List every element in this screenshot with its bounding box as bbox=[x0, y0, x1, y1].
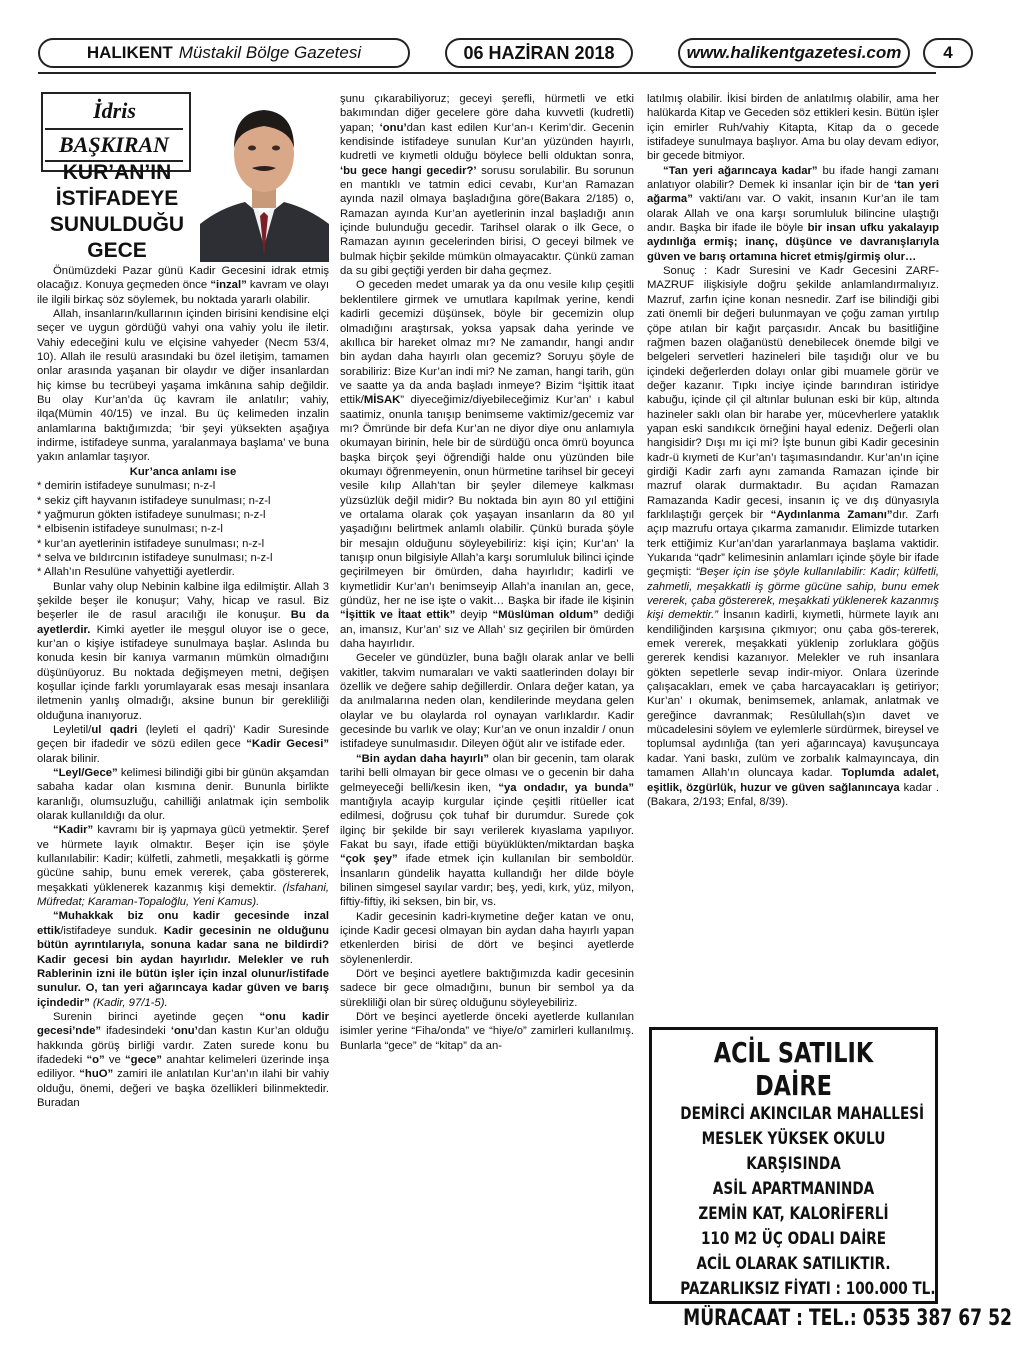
article-column-3 bbox=[647, 92, 939, 809]
ad-line: KARŞISINDA bbox=[746, 1154, 841, 1174]
newspaper-title: HALIKENT bbox=[86, 43, 173, 62]
column-2-text: şunu çıkarabiliyoruz; geceyi şerefli, hürmetli ve etki bakımından diğer gecelere göre daha kuvvetli (kudretli) yapan; ‘onu’dan kast edilen Kur’an-ı Kerim’dir. Gecenin kendisinde istifadeye sunulan Kur’an yüzünden hayırlı, kudretli ve kıymetli olduğu böylece belli olduktan sonra, ‘bu gece hangi gecedir?’ sorusu sorulabilir. Bu sorunun en mantıklı ve tatmin edici cevabı, Kur’an Ramazan ayında nazil olmaya başladığına göre(Bakara 2/185) o, Ramazan ayında Kur’an ayetlerinin inzal başladığı anın içinde bulunduğu gecedir. Tarihsel olarak o ilk Gece, o Ramazan ayının gecelerinden birisi, O geceyi bilmek ve bulmak hiçbir şekilde mümkün olmayacaktır. Çünkü zaman da su gibi geçtiği yerden bir daha geçmez. O geceden medet umarak ya da onu vesile kılıp çeşitli beklentilere girmek ve umutlara kapılmak yerine, kendi kadirli gecemizi düşünsek, böyle bir gecemizin olup olmadığını araştırsak, yoksa yapsak daha yerinde ve akıllıca bir hareket olmaz mı? Ne zamandır, hangi andır bin aydan daha hayırlı olan gecemiz? Soruyu şöyle de sorabiliriz: Bize Kur’an indi mi? Ne zaman, hangi tarih, gün ve saatte ya da anda başladı inmeye? Bizim “İşittik itaat ettik/MİSAK” diyeceğimiz/diyebileceğimiz Kur’an’ ı kabul saatimiz, onunla tanışıp benimseme vaktimiz/gecemiz var mı? Ömründe bir defa Kur’an ne diyor diye onu anlamıyla okumayan birinin, hele bir de sürdüğü onca ömrü boyunca başka birçok şeyi öğrendiği halde onu yüzünden bile okumayı öğrenmeyenin, onun hürmetine tarihsel bir geceyi vesile kılıp Allah’tan bir şeyler dilemeye kalkması yüzsüzlük değil midir? Bu noktada bin ayın 80 yıl ettiğini ve ortalama olarak çok yaşayan insanların da 80 yıl yaşadığını belirtmek anlamlı olabilir. Çünkü burada şöyle bir mesajın olduğunu söyleyebiliriz: kişi için; Kur’an’ la tanışıp onun bilgisiyle Allah’a karşı sorumluluk bilinci içinde geçirilmeyen bir ömürden, daha hayırlıdır; kadirli ve kıymetlidir Kur’an’ı benimseyip Allah’a inanılan an, gece, gündüz, her ne ise işte o vakit… Başka bir ifade ile kişinin “İşittik ve İtaat ettik” deyip “Müslüman oldum” dediği an, imansız, Kur’an’ sız ve Allah’ sız geçirilen bir ömürden daha hayırlıdır. Geceler ve gündüzler, buna bağlı olarak anlar ve belli vakitler, takvim numaraları ve vakti saatlerinden dolayı bir özellik ve değere sahip değillerdir. Onlara değer katan, ya da anılmalarına neden olan, kendilerinde meydana gelen olaylar ve bu olaylarda rol oynayan varlıklardır. Kadir gecesinde bu varlık ve olay; Kur’an ve onun inzaldir / onun istifadeye sunulmasıdır. Dileyen öğüt alır ve istifade eder. “Bin aydan daha hayırlı” olan bir gecenin, tam olarak tarihi belli olmayan bir gece olması ve o gecenin bir daha gelmeyeceği belli/kesin iken, “ya ondadır, ya bunda” mantığıyla acayip kurgular içinde çeşitli ritüeller icat edilmesi, doğrusu çok tuhaf bir durumdur. Surede çok ilginç bir şekilde bir sayı verilerek kıyaslama yapılıyor. Fakat bu sayı, ifade ettiği büyüklükten/miktardan başka “çok şey” ifade etmek için kullanılan bir semboldür. İnsanların gündelik hayatta kullandığı her dilde böyle bilinen simgesel sayılar vardır; beş, yedi, kırk, yüz, milyon, fiftiy-fiftiy, iki seksen, bin bir, vs. Kadir gecesinin kadri-kıymetine değer katan ve onu, içinde Kadir gecesi olmayan bin aydan daha hayırlı yapan etkenlerden birisi de dört ve beşinci ayetlerde söylenenlerdir. Dört ve beşinci ayetlere baktığımızda kadir gecesinin sadece bir gece olmadığını, bunun bir sembol ya da sürekliliği olan bir süreç olduğunu söyleyebiliriz. Dört ve beşinci ayetlerde önceki ayetlerde kullanılan isimler yerine “Fiha/onda” ve “hiye/o” zamirleri kullanılmış. Bunlarla “gece” de “kitap” da an- bbox=[340, 93, 635, 1052]
ad-line: 110 M2 ÜÇ ODALI DAİRE bbox=[700, 1229, 887, 1249]
ad-line: DEMİRCİ AKINCILAR MAHALLESİ bbox=[680, 1104, 925, 1124]
newspaper-subtitle: Müstakil Bölge Gazetesi bbox=[178, 43, 362, 62]
article-column-1 bbox=[37, 264, 329, 1110]
ad-line: MESLEK YÜKSEK OKULU bbox=[701, 1129, 886, 1149]
website-link[interactable]: www.halikentgazetesi.com bbox=[678, 38, 910, 68]
issue-date: 06 HAZİRAN 2018 bbox=[445, 38, 633, 68]
page-number: 4 bbox=[923, 38, 973, 68]
column-1-text: Önümüzdeki Pazar günü Kadir Gecesini idrak etmiş olacağız. Konuya geçmeden önce “inzal” kavram ve olayı ile ilgili birkaç söz söylemek, bu noktada yararlı olabilir. Allah, insanların/kullarının içinden birisini kendisine elçi seçer ve uygun gördüğü vahyi ona vahiy yolu ile iletir. Vahiy edeceğini kulu ve elçisine vahyeder (Necm 53/4, 10). Allah ile resulü arasındaki bu özel iletişim, tamamen onlar arasında yaşanan bir olaydır ve diğer insanlardan hiç kimse bu tecrübeyi yaşama imkânına sahip değildir. Bu olay Kur’an’da üç kavram ile anlatılır; vahiy, ilqa(Mümin 40/15) ve inzal. Bu üç kelimeden inzalin anlamlarına baktığımızda; ‘bir şeyi yüksekten aşağıya indirme, istifadeye sunma, yaralanmaya başlama’ ve buna yakın anlamlar taşıyor. Kur’anca anlamı ise * demirin istifadeye sunulması; n-z-l * sekiz çift hayvanın istifadeye sunulması; n-z-l * yağmurun gökten istifadeye sunulması; n-z-l * elbisenin istifadeye sunulması; n-z-l * kur’an ayetlerinin istifadeye sunulması; n-z-l * selva ve bıldırcının istifadeye sunulması; n-z-l * Allah’ın Resulüne vahyettiği ayetlerdir. Bunlar vahy olup Nebinin kalbine ilga edilmiştir. Allah 3 şekilde beşer ile konuşur; Vahy, hicap ve rasul. Biz beşerler ile de rasul aracılığı ile konuşur. Bu da ayetlerdir. Kimki ayetler ile meşgul oluyor ise o gece, kur’an o kişiye istifadeye sunulmaya başlar. Aslında bu konuda kesin bir kanıya varmanın mümkün olmadığını düşünüyoruz. Bu noktada değişmeyen metni, değişen koşullar içinde farklı yorumlayarak esas mesajı insanlara iletmenin yanlış olmadığı, aksine bunun bir gerekliliği olduğuna inanıyoruz. Leyletil/ul qadri (leyleti el qadri)’ Kadir Suresinde geçen bir ifadedir ve sözü edilen gece “Kadir Gecesi” olarak bilinir. “Leyl/Gece” kelimesi bilindiği gibi bir günün akşamdan sabaha kadar olan kısmına denir. Bununla birlikte karanlığı, olumsuzluğu, cahilliği anlatmak için sembolik olarak kullanıldığı da olur. “Kadir” kavramı bir iş yapmaya gücü yetmektir. Şeref ve hürmete layık olmaktır. Beşer için ise şöyle kullanılabilir: Kadir; külfetli, zahmetli, meşakkatli iş görme gücüne sahip, bunu emek vererek, çaba göstererek, meşakkati yüklenerek kazanmış kişi demektir. (İsfahani, Müfredat; Karaman-Topaloğlu, Yeni Kamus). “Muhakkak biz onu kadir gecesinde inzal ettik/istifadeye sunduk. Kadir gecesinin ne olduğunu bütün ayrıntılarıyla, sonuna kadar sana ne bildirdi? Kadir gecesi bin aydan hayırlıdır. Melekler ve ruh Rablerinin izni ile bütün işler için inzal olunur/istifade sunulur. O, tan yeri ağarıncaya kadar güven ve barış içindedir” (Kadir, 97/1-5). Surenin birinci ayetinde geçen “onu kadir gecesi’nde” ifadesindeki ‘onu’dan kastın Kur’an olduğu hakkında görüş birliği vardır. Zaten surede konu bu ifadedeki “o” ve “gece” anahtar kelimeleri üzerinde inşa ediliyor. “huO” zamiri ile anlatılan Kur’an’ın ilahi bir vahiy olduğu, önemi, değeri ve başka özellikleri bilinmektedir. Buradan bbox=[37, 265, 330, 1109]
ad-phone: MÜRACAAT : TEL.: 0535 387 67 52 bbox=[683, 1306, 1012, 1331]
article-title: KUR’AN’IN İSTİFADEYE SUNULDUĞU GECE bbox=[49, 161, 185, 262]
article-column-2 bbox=[340, 92, 634, 1053]
page-header bbox=[38, 38, 953, 74]
ad-lines bbox=[652, 1102, 935, 1302]
ad-line: ASİL APARTMANINDA bbox=[712, 1179, 875, 1199]
ad-line: ACİL OLARAK SATILIKTIR. bbox=[696, 1254, 891, 1274]
classified-ad bbox=[649, 1027, 1012, 1331]
ad-headline: ACİL SATILIK DAİRE bbox=[713, 1036, 874, 1102]
author-first-name: İdris bbox=[93, 98, 136, 123]
author-box bbox=[37, 92, 192, 170]
ad-line: ZEMİN KAT, KALORİFERLİ bbox=[698, 1204, 889, 1224]
newspaper-name bbox=[38, 38, 410, 68]
author-last-name: BAŞKIRAN bbox=[45, 128, 183, 162]
ad-line: PAZARLIKSIZ FİYATI : 100.000 TL. bbox=[680, 1279, 936, 1299]
author-photo bbox=[200, 96, 329, 262]
column-3-text: latılmış olabilir. İkisi birden de anlatılmış olabilir, ama her halükarda Kitap ve Geceden söz ettikleri kesin. Bütün işler için emirler Ruh/vahiy Kitapta, Kitap da o gecede istifadeye sunulmaya başlıyor. Ama bu olay devam ediyor, bir gecede bitmiyor. “Tan yeri ağarıncaya kadar” bu ifade hangi zamanı anlatıyor olabilir? Demek ki insanlar için bir de ‘tan yeri ağarma” vakti/anı var. O vakit, insanın Kur’an ile tam olarak Allah ve ona karşı sorumluluk bilincine ulaştığı andır. Başka bir ifade ile böyle bir insan ufku yakalayıp aydınlığa ermiş; inanç, düşünce ve davranışlarıyla güven ve barış ortamına hicret etmiş/girmiş olur… Sonuç : Kadr Suresini ve Kadr Gecesini ZARF-MAZRUF ilişkisiyle doğru şekilde anlamlandırmalıyız. Mazruf, zarfın içine konan nesnedir. Zarf ise bilindiği gibi zati önemli bir değeri bulunmayan ve çoğu zaman yırtılıp çöpe atılan bir kağıt parçasıdır. Ancak bu basitliğine rağmen bazen olağanüstü denebilecek önemde bilgi ve belgeleri servetleri hazineleri bile taşıdığı olur ve bu içindeki değerlerden dolayı onlar gibi muamele görür ve değer kazanır. Tıpkı inciye içinde barındıran istiridye kabuğu, içinde çil çil altınlar bulunan eski bir küp, altında hazineler saklı olan bir harabe yer, mücevherlere yataklık yapan eski sandıkcık örneğini hayal edeniz. Değerli olan hangisidir? Dışı mı içi mi? İşte bunun gibi Kadir gecesinin kadr-ü kıymeti de Kur’an’ı taşımasındandır. Kur’an’ın içine girdiği Kadir zarfı aynı zamanda Ramazan içinde bir mazruf olarak durmaktadır. Bu açıdan Ramazan Ramazanda Kadir gecesi, insanın iç ve dış dünyasıyla farklılaştığı gerçek bir “Aydınlanma Zamanı”dır. Zarfı açıp mazrufu ortaya çıkarma zamanıdır. Elimizde tutarken terk ettiğimiz Kur’an’dan yararlanmaya başlama vaktidir. Yukarıda “qadr” kelimesinin anlamları içinde şöyle bir ifade geçmişti: “Beşer için ise şöyle kullanılabilir: Kadir; külfetli, zahmetli, meşakkatli iş görme gücüne sahip, bunu emek vererek, çaba göstererek, meşakkati yüklenerek kazanmış kişi demektir.” İnsanın kadirli, kıymetli, hürmete layık anı kendiliğinden karşısına çıkmıyor; onu çaba gös-tererek, emek vererek, meşakkati yüklenip zorluklara göğüs gererek kendisi kazanıyor. Melekler ve ruh insanlara gökten sepetlerle sevap indir-miyor. Onlara üzerinde çalışacakları, emek ve çaba harcayacakları iş getiriyor; Kur’an’ ı okumak, benimsemek, anlamak, anlatmak ve gereğince davranmak; Resûlullah(s)ın davet ve mücadelesini söylem ve eylemlerle sürdürmek, bireysel ve toplumsal aydınlığa (tan yeri ağarıncaya) kavuşuncaya kadar. Yani baskı, zulüm ve zorbalık kalmayıncaya, din tamamen Allah’ın oluncaya kadar. Toplumda adalet, eşitlik, özgürlük, huzur ve güven sağlanıncaya kadar . (Bakara, 2/193; Enfal, 8/39). bbox=[647, 93, 940, 808]
